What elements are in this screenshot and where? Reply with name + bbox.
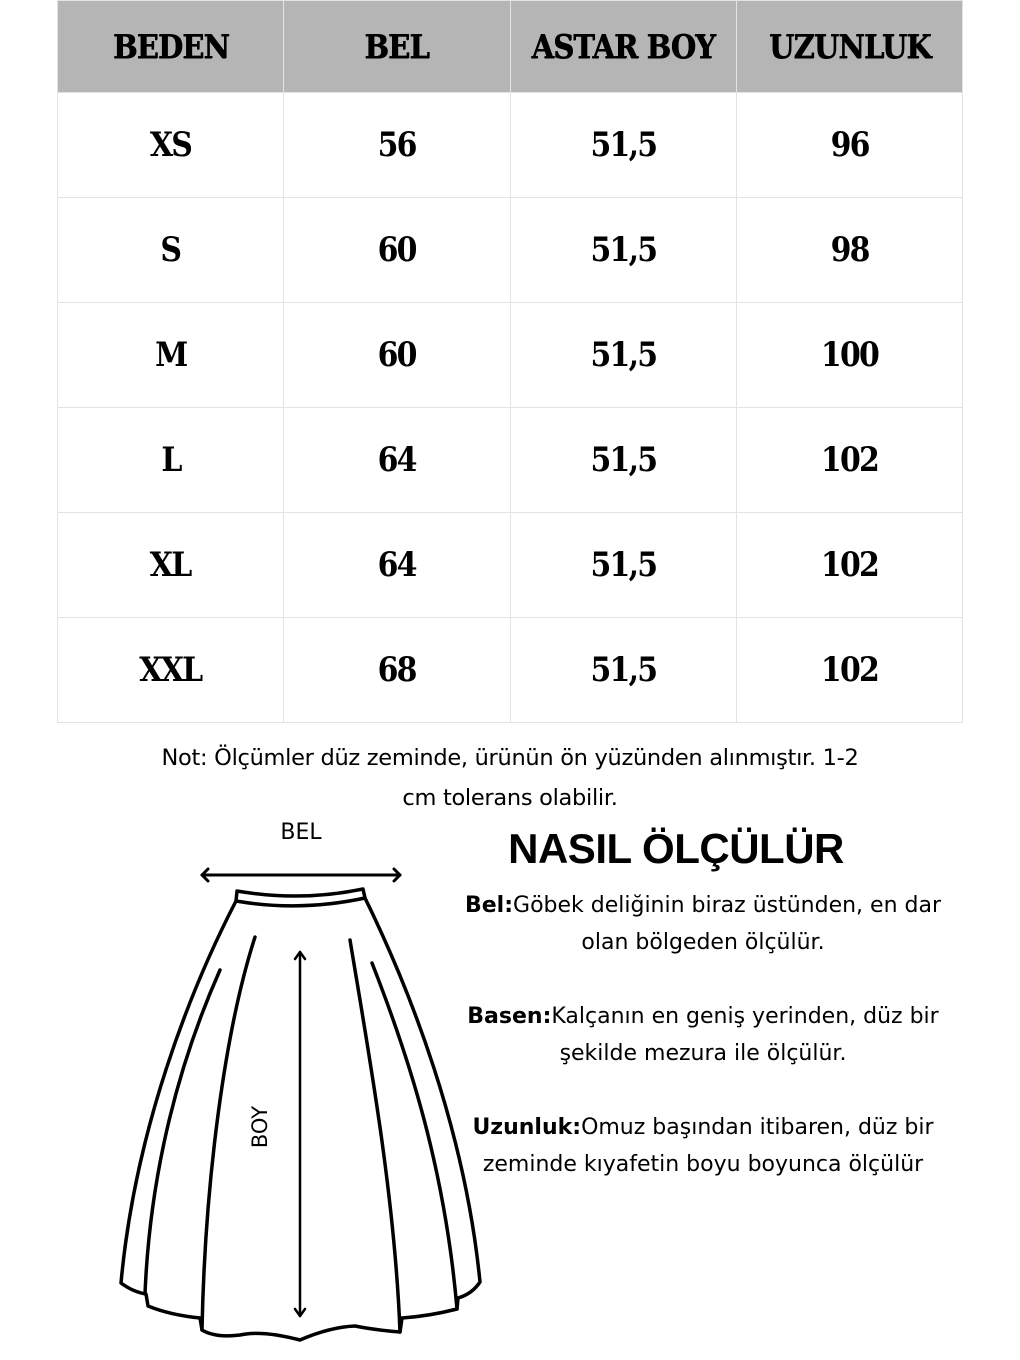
- cell-astar-boy: 51,5: [510, 513, 736, 618]
- cell-size: M: [58, 303, 284, 408]
- howto-item-basen: [455, 998, 951, 1072]
- cell-bel: 60: [284, 198, 510, 303]
- table-row: [58, 618, 963, 723]
- cell-size: S: [58, 198, 284, 303]
- table-row: [58, 198, 963, 303]
- cell-bel: 68: [284, 618, 510, 723]
- size-chart-table: [57, 0, 963, 723]
- cell-bel: 60: [284, 303, 510, 408]
- header-beden: BEDEN: [58, 1, 284, 93]
- howto-text-basen-1: Kalçanın en geniş yerinden, düz bir: [551, 1004, 939, 1029]
- howto-text-basen-2: şekilde mezura ile ölçülür.: [559, 1041, 847, 1066]
- cell-astar-boy: 51,5: [510, 618, 736, 723]
- cell-astar-boy: 51,5: [510, 408, 736, 513]
- table-row: [58, 513, 963, 618]
- howto-item-uzunluk: [455, 1109, 951, 1183]
- howto-label-uzunluk: Uzunluk:: [472, 1115, 582, 1140]
- cell-size: XS: [58, 93, 284, 198]
- cell-astar-boy: 51,5: [510, 198, 736, 303]
- cell-astar-boy: 51,5: [510, 303, 736, 408]
- howto-item-bel: [455, 887, 951, 961]
- cell-bel: 64: [284, 513, 510, 618]
- cell-uzunluk: 102: [736, 618, 962, 723]
- boy-label: BOY: [248, 1105, 272, 1149]
- howto-text-uzunluk-1: Omuz başından itibaren, düz bir: [581, 1115, 934, 1140]
- howto-label-basen: Basen:: [467, 1004, 552, 1029]
- howto-text-bel-2: olan bölgeden ölçülür.: [581, 930, 825, 955]
- cell-uzunluk: 100: [736, 303, 962, 408]
- cell-uzunluk: 98: [736, 198, 962, 303]
- how-to-measure-title: NASIL ÖLÇÜLÜR: [508, 825, 844, 872]
- howto-label-bel: Bel:: [464, 893, 514, 918]
- note-line-1: Not: Ölçümler düz zeminde, ürünün ön yüzünden alınmıştır. 1-2: [161, 745, 859, 771]
- table-row: [58, 408, 963, 513]
- header-astar-boy: ASTAR BOY: [510, 1, 736, 93]
- cell-size: XXL: [58, 618, 284, 723]
- cell-size: XL: [58, 513, 284, 618]
- cell-uzunluk: 102: [736, 408, 962, 513]
- table-header-row: [58, 1, 963, 93]
- howto-text-bel-1: Göbek deliğinin biraz üstünden, en dar: [513, 893, 942, 918]
- header-bel: BEL: [284, 1, 510, 93]
- measurement-note: [100, 738, 920, 818]
- howto-text-uzunluk-2: zeminde kıyafetin boyu boyunca ölçülür: [482, 1152, 924, 1177]
- cell-uzunluk: 102: [736, 513, 962, 618]
- note-line-2: cm tolerans olabilir.: [402, 785, 618, 811]
- bel-label: BEL: [280, 820, 322, 845]
- cell-bel: 64: [284, 408, 510, 513]
- cell-bel: 56: [284, 93, 510, 198]
- table-row: [58, 93, 963, 198]
- table-row: [58, 303, 963, 408]
- cell-astar-boy: 51,5: [510, 93, 736, 198]
- skirt-outline-icon: [100, 850, 500, 1350]
- cell-uzunluk: 96: [736, 93, 962, 198]
- header-uzunluk: UZUNLUK: [736, 1, 962, 93]
- cell-size: L: [58, 408, 284, 513]
